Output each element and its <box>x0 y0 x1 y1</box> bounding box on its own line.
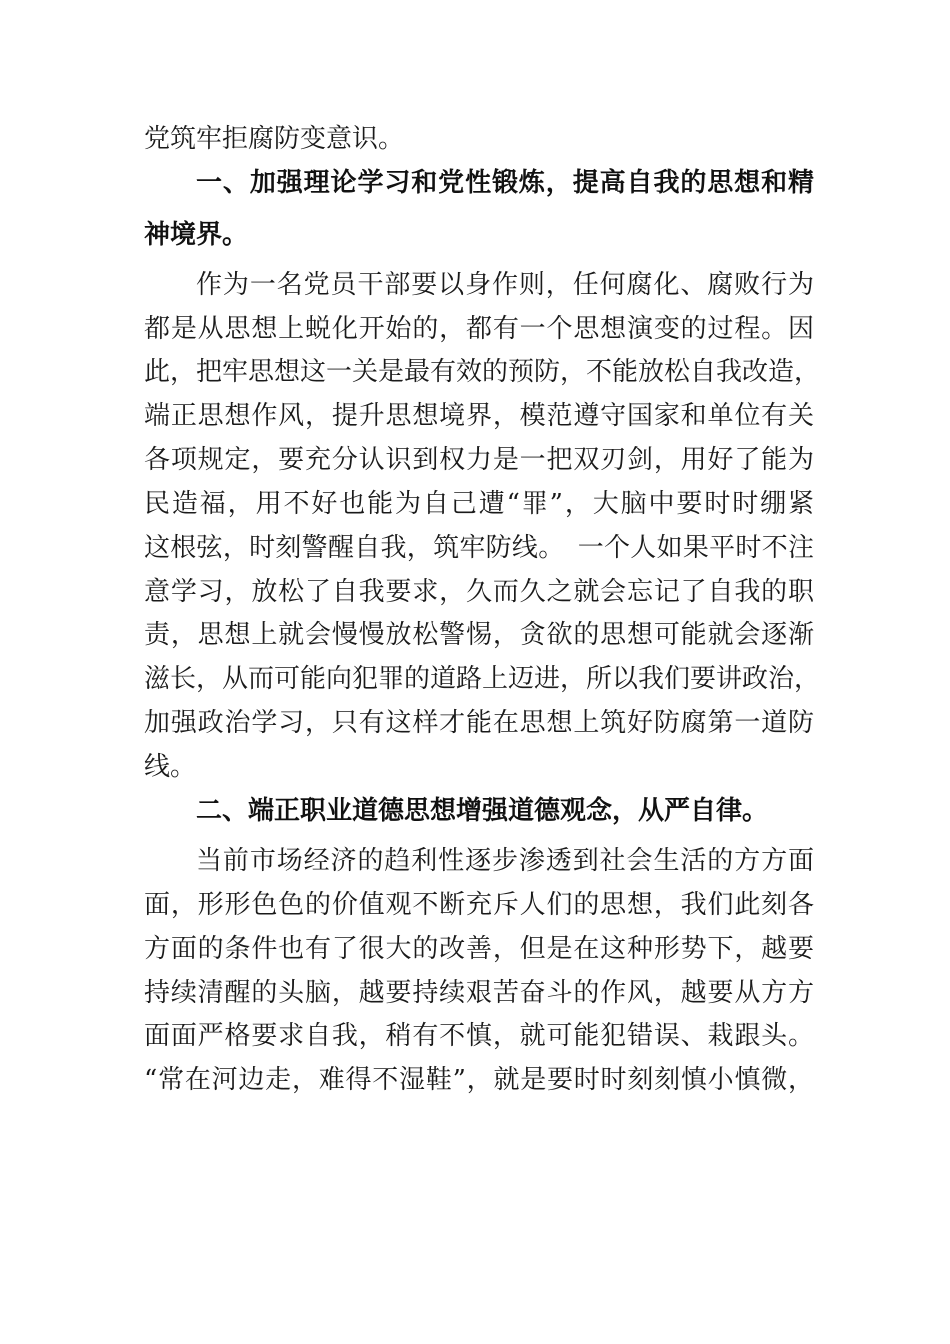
paragraph-line: 党筑牢拒腐防变意识。 <box>144 124 405 154</box>
paragraph-line: 滋长，从而可能向犯罪的道路上迈进，所以我们要讲政治， <box>144 664 821 694</box>
paragraph-line: “常在河边走，难得不湿鞋”，就是要时时刻刻慎小慎微， <box>144 1065 814 1095</box>
paragraph-line: 作为一名党员干部要以身作则，任何腐化、腐败行为 <box>196 270 814 300</box>
paragraph-line: 民造福，用不好也能为自己遭“罪”，大脑中要时时绷紧 <box>144 489 814 519</box>
paragraph-line: 这根弦，时刻警醒自我，筑牢防线。 一个人如果平时不注 <box>144 533 814 563</box>
paragraph-line: 方面的条件也有了很大的改善，但是在这种形势下，越要 <box>144 934 814 964</box>
paragraph-line: 端正思想作风，提升思想境界，模范遵守国家和单位有关 <box>144 401 814 431</box>
section-heading-1-continued: 神境界。 <box>144 220 249 250</box>
paragraph-line: 当前市场经济的趋利性逐步渗透到社会生活的方方面 <box>196 846 814 876</box>
paragraph-line: 面，形形色色的价值观不断充斥人们的思想，我们此刻各 <box>144 890 814 920</box>
paragraph-line: 加强政治学习，只有这样才能在思想上筑好防腐第一道防 <box>144 708 814 738</box>
paragraph-line: 面面严格要求自我，稍有不慎，就可能犯错误、栽跟头。 <box>144 1021 814 1051</box>
paragraph-line: 线。 <box>144 752 197 782</box>
paragraph-line: 此，把牢思想这一关是最有效的预防，不能放松自我改造， <box>144 357 821 387</box>
paragraph-line: 都是从思想上蜕化开始的，都有一个思想演变的过程。因 <box>144 314 814 344</box>
paragraph-line: 意学习，放松了自我要求，久而久之就会忘记了自我的职 <box>144 577 814 607</box>
paragraph-line: 各项规定，要充分认识到权力是一把双刃剑，用好了能为 <box>144 445 814 475</box>
paragraph-line: 责，思想上就会慢慢放松警惕，贪欲的思想可能就会逐渐 <box>144 620 814 650</box>
paragraph-line: 持续清醒的头脑，越要持续艰苦奋斗的作风，越要从方方 <box>144 978 814 1008</box>
section-heading-2: 二、端正职业道德思想增强道德观念，从严自律。 <box>196 796 769 826</box>
section-heading-1: 一、加强理论学习和党性锻炼，提高自我的思想和精 <box>196 168 814 198</box>
